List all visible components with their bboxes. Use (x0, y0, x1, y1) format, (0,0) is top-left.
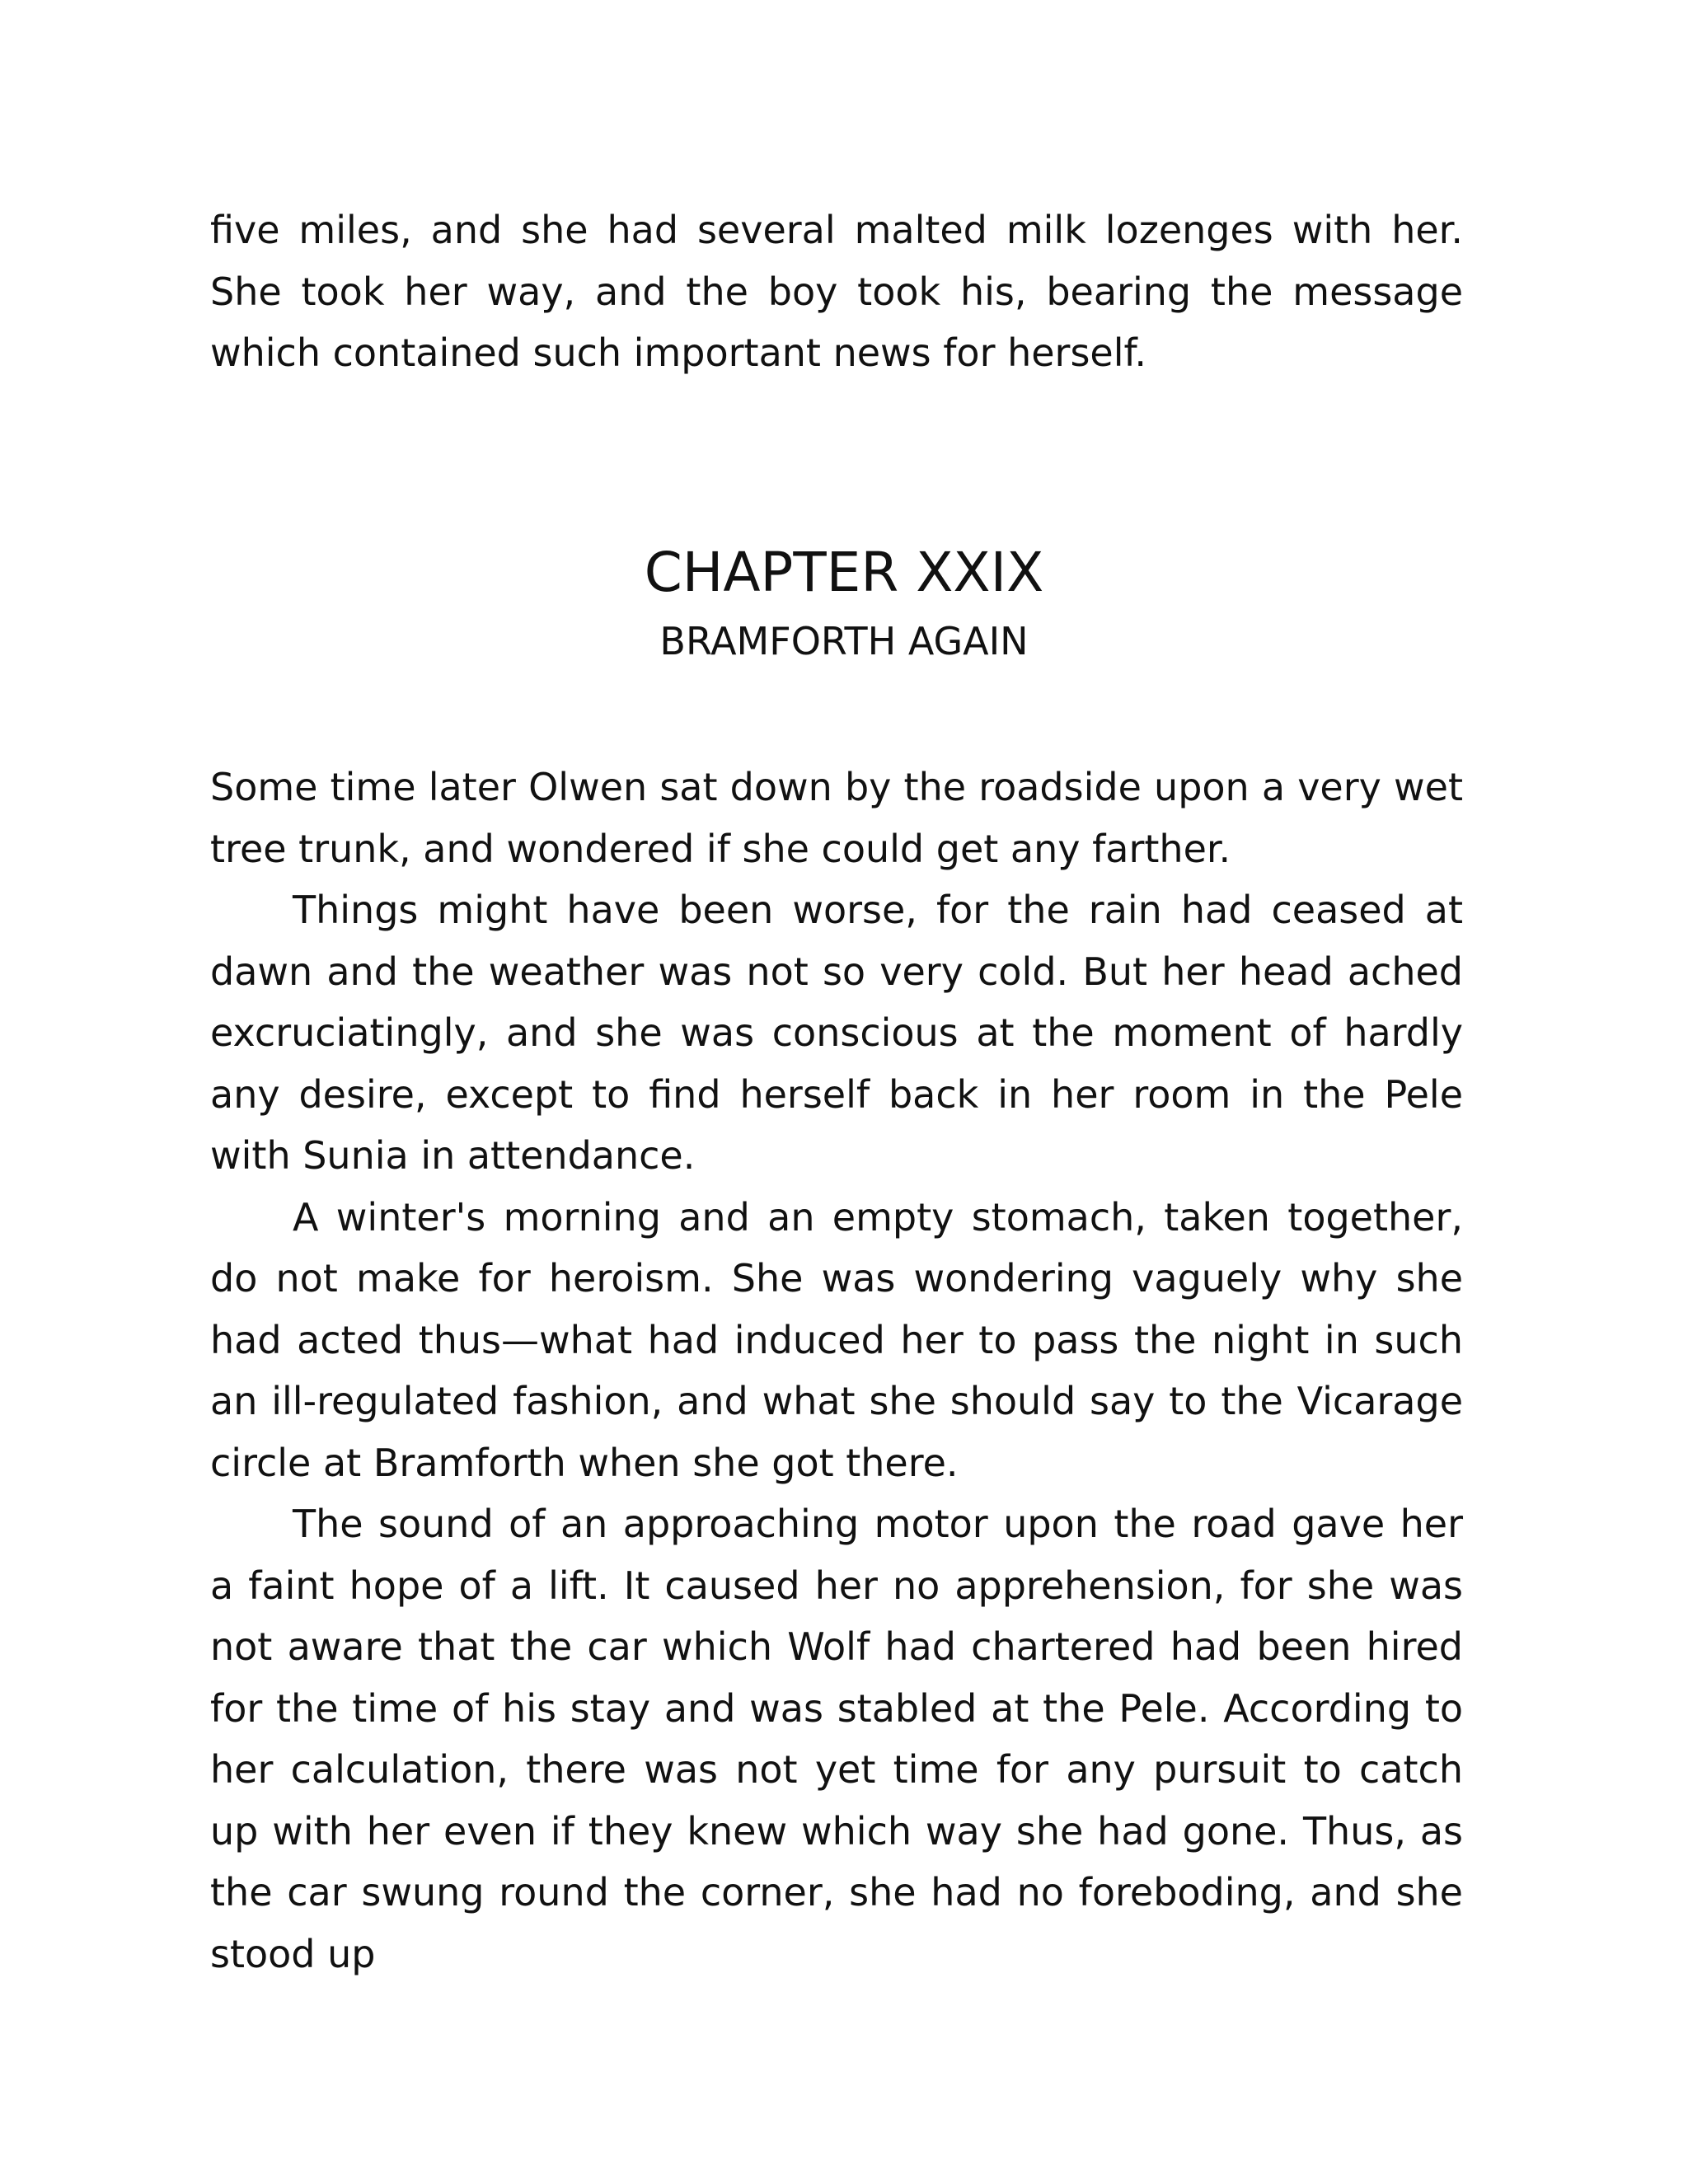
chapter-title: CHAPTER XXIX (644, 541, 1044, 604)
paragraph: A winter's morning and an empty stomach, taken together, do not make for heroism. She was wondering vaguely why she had acted thus—what had induced her to pass the night in such an ill-regulated fashion, and what she should say to the Vicarage circle at Bramforth when she got there. (210, 1194, 1463, 1485)
paragraph: five miles, and she had several malted milk lozenges with her. She took her way, and the boy took his, bearing the message which contained such important news for herself. (210, 208, 1463, 375)
paragraph: Some time later Olwen sat down by the roadside upon a very wet tree trunk, and wondered if she could get any farther. (210, 765, 1463, 871)
paragraph: The sound of an approaching motor upon the road gave her a faint hope of a lift. It caused her no apprehension, for she was not aware that the car which Wolf had chartered had been hired for the time of his stay and was stabled at the Pele. According to her calculation, there was not yet time for any pursuit to catch up with her even if they knew which way she had gone. Thus, as the car swung round the corner, she had no foreboding, and she stood up (210, 1502, 1463, 1976)
chapter-body (210, 757, 1463, 1985)
chapter-subtitle: BRAMFORTH AGAIN (659, 619, 1029, 663)
previous-chapter-ending (210, 199, 1463, 384)
paragraph: Things might have been worse, for the rain had ceased at dawn and the weather was not so very cold. But her head ached excruciatingly, and she was conscious at the moment of hardly any desire, except to find herself back in her room in the Pele with Sunia in attendance. (210, 888, 1463, 1178)
